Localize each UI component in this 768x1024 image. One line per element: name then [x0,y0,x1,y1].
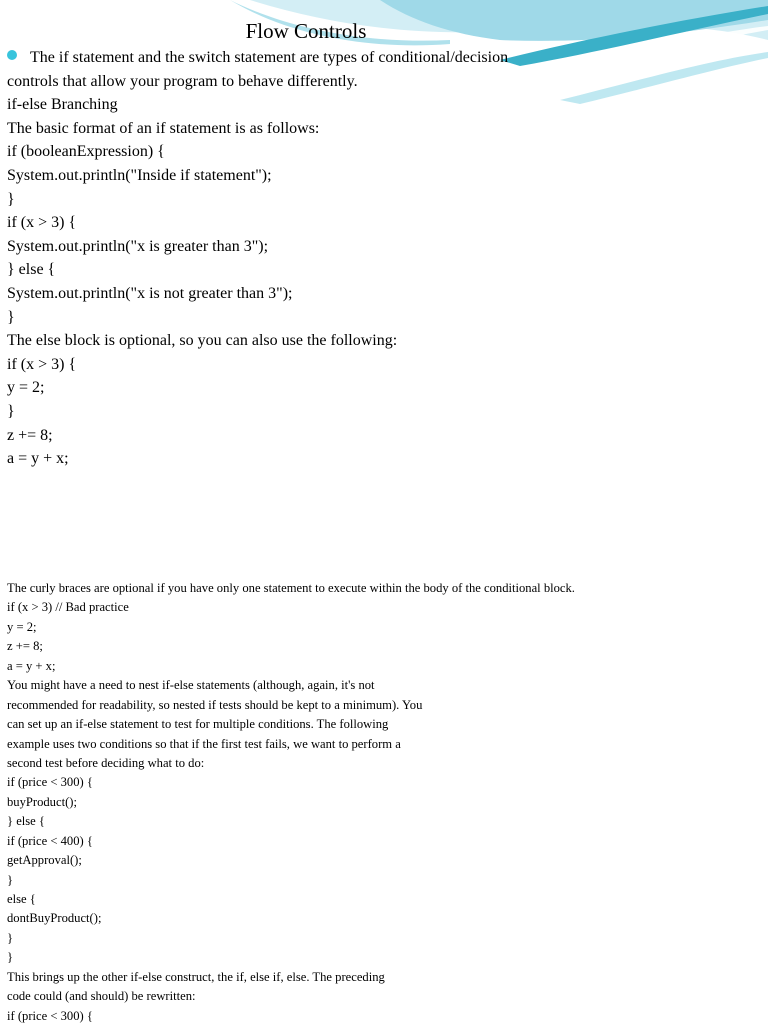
code-line: } [7,308,15,326]
code-line: if (x > 3) { [7,355,77,373]
code-line: if (price < 300) { [7,775,93,790]
code-line: System.out.println("x is greater than 3"); [7,237,269,255]
code-line: if (price < 400) { [7,833,93,848]
slide-2 [0,576,768,1024]
slide-2-body [7,579,575,1024]
code-line: a = y + x; [7,450,69,468]
body-line: You might have a need to nest if-else statements (although, again, it's not [7,678,375,693]
body-line: can set up an if-else statement to test for multiple conditions. The following [7,717,389,732]
body-line: recommended for readability, so nested if tests should be kept to a minimum). You [7,697,423,712]
body-line: second test before deciding what to do: [7,755,205,770]
code-line: } [7,930,14,945]
code-line: y = 2; [7,379,45,397]
body-line: The if statement and the switch statement are types of conditional/decision [30,49,509,66]
code-line: else { [7,892,36,906]
code-line: if (booleanExpression) { [7,143,165,161]
body-line: code could (and should) be rewritten: [7,989,196,1004]
code-line: } [7,190,15,208]
slide-1-body [7,46,508,471]
code-line: } [7,872,14,887]
code-line: System.out.println("Inside if statement"); [7,166,272,184]
slide-separator [0,560,768,576]
body-line: The else block is optional, so you can also use the following: [7,332,398,350]
code-line: a = y + x; [7,658,56,673]
code-line: y = 2; [7,619,37,634]
code-line: } else { [7,814,45,829]
body-line: The basic format of an if statement is as follows: [7,119,320,137]
code-line: getApproval(); [7,853,82,868]
slide-title: Flow Controls [245,19,367,43]
code-line: buyProduct(); [7,794,77,809]
code-line: z += 8; [7,639,43,654]
code-line: } [7,402,15,420]
code-line: if (x > 3) { [7,214,77,232]
body-line: controls that allow your program to behave differently. [7,72,358,90]
body-line: This brings up the other if-else construct, the if, else if, else. The preceding [7,969,385,984]
section-heading: if-else Branching [7,96,118,114]
code-line: if (x > 3) // Bad practice [7,600,129,615]
code-line: } else { [7,261,56,279]
code-line: } [7,950,14,965]
body-line: The curly braces are optional if you have only one statement to execute within the body of the conditional block. [7,581,575,595]
code-line: z += 8; [7,426,53,444]
code-line: dontBuyProduct(); [7,911,102,926]
body-line: example uses two conditions so that if the first test fails, we want to perform a [7,736,401,751]
code-line: if (price < 300) { [7,1008,93,1023]
code-line: System.out.println("x is not greater than 3"); [7,284,293,302]
